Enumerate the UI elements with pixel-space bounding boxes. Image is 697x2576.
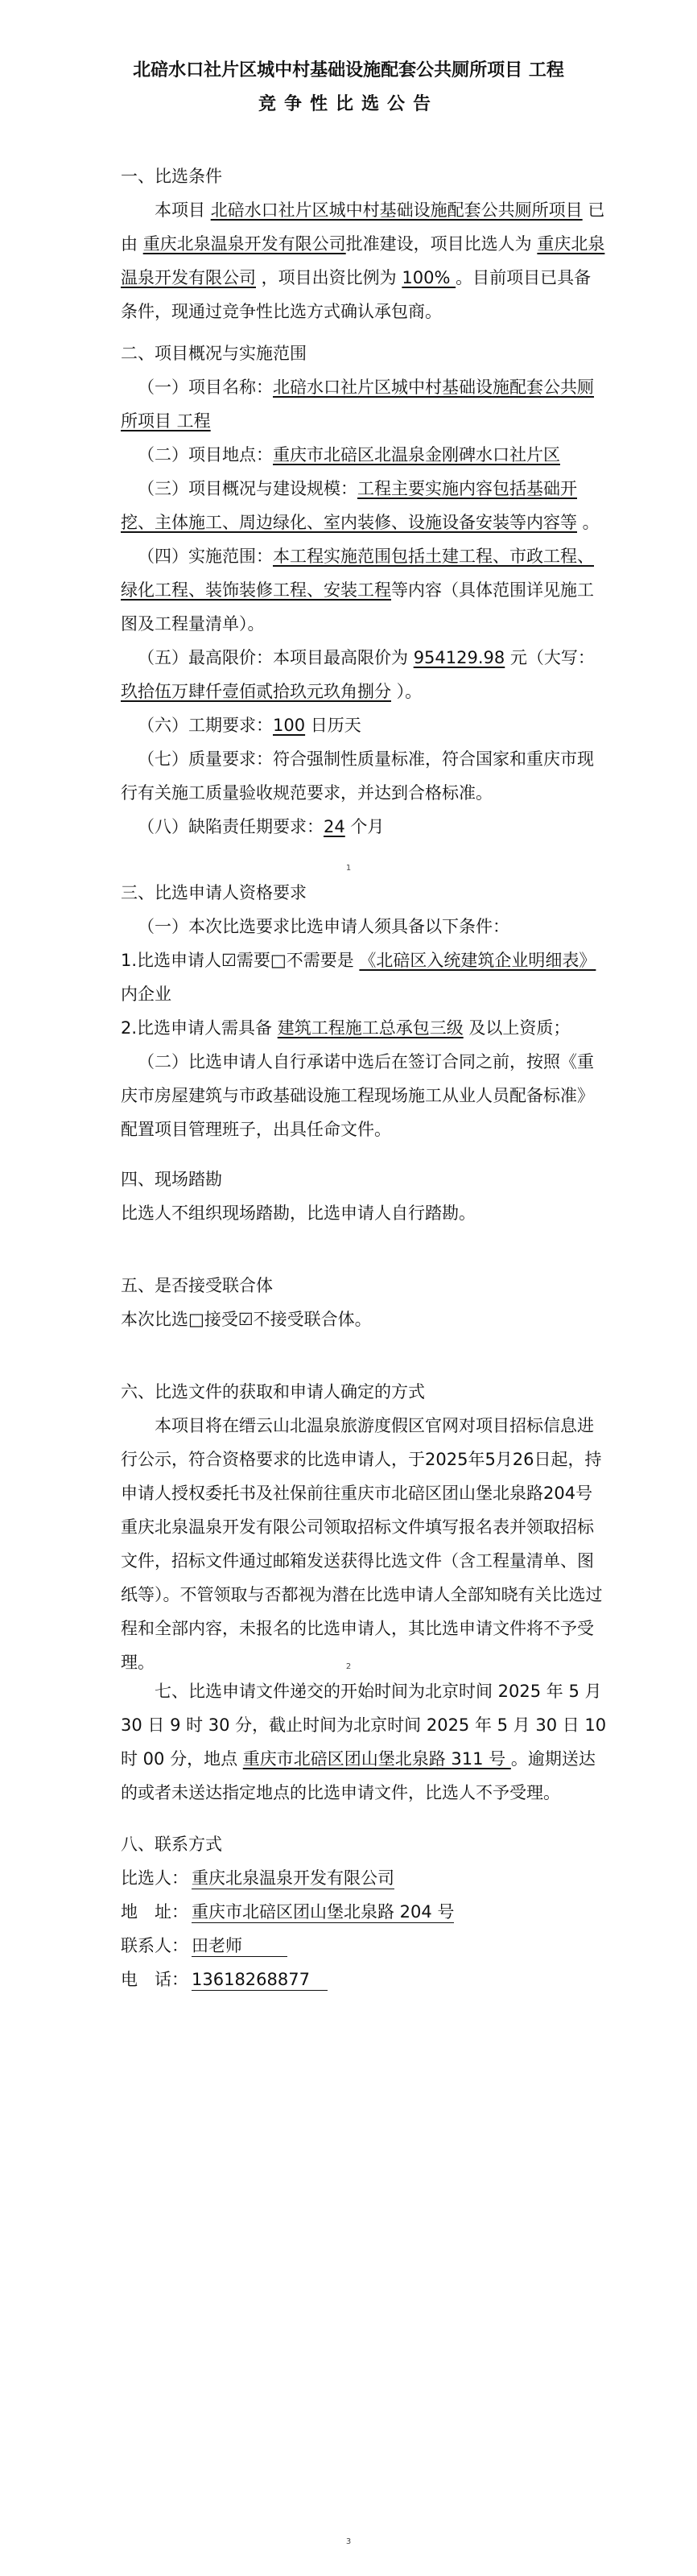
contact-block [121, 1861, 608, 1996]
section-5-heading: 五、是否接受联合体 [121, 1276, 273, 1295]
contact-phone: 电 话： 13618268877 [121, 1963, 608, 1996]
section-1-heading: 一、比选条件 [121, 167, 222, 186]
section-4-heading: 四、现场踏勘 [121, 1170, 222, 1189]
section-8-heading: 八、联系方式 [121, 1835, 222, 1854]
section-2-heading: 二、项目概况与实施范围 [121, 344, 307, 363]
section-5-body: 本次比选□接受☑不接受联合体。 [121, 1310, 372, 1329]
section-4-body: 比选人不组织现场踏勘，比选申请人自行踏勘。 [121, 1203, 476, 1223]
section-3-heading: 三、比选申请人资格要求 [121, 883, 307, 902]
section-6-heading: 六、比选文件的获取和申请人确定的方式 [121, 1382, 425, 1402]
section-2-body: （一）项目名称：北碚水口社片区城中村基础设施配套公共厕所项目 工程 （二）项目地点：重庆市北碚区北温泉金刚碑水口社片区 （三）项目概况与建设规模：工程主要实施内容包括基础开挖、主体施工、周边绿化、室内装修、设施设备安装等内容等 。 （四）实施范围：本工程实施范围包括土建工程、市政工程、绿化工程、装饰装修工程、安装工程等内容（具体范围详见施工图及工程量清单）。 （五）最高限价：本项目最高限价为 954129.98 元（大写：玖拾伍万肆仟壹佰贰拾玖元玖角捌分 ）。 （六）工期要求：100 日历天 （七）质量要求：符合强制性质量标准，符合国家和重庆市现行有关施工质量验收规范要求，并达到合格标准。 （八）缺陷责任期要求：24 个月 [121, 378, 600, 836]
document-title: 北碚水口社片区城中村基础设施配套公共厕所项目 工程 [133, 60, 564, 80]
section-3-body: （一）本次比选要求比选申请人须具备以下条件： 1.比选申请人☑需要□不需要是 《北碚区入统建筑企业明细表》 内企业 2.比选申请人需具备 建筑工程施工总承包三级 及以上资质； （二）比选申请人自行承诺中选后在签订合同之前，按照《重庆市房屋建筑与市政基础设施工程现场施工从业人员配备标准》配置项目管理班子，出具任命文件。 [121, 917, 596, 1139]
page-number-3: 3 [345, 2537, 352, 2546]
section-6-body: 本项目将在缙云山北温泉旅游度假区官网对项目招标信息进行公示，符合资格要求的比选申请人，于2025年5月26日起，持申请人授权委托书及社保前往重庆市北碚区团山堡北泉路204号重庆北泉温泉开发有限公司领取招标文件填写报名表并领取招标文件，招标文件通过邮箱发送获得比选文件（含工程量清单、图纸等）。不管领取与否都视为潜在比选申请人全部知晓有关比选过程和全部内容，未报名的比选申请人，其比选申请文件将不予受理。 [121, 1416, 603, 1672]
section-1-body: 本项目 北碚水口社片区城中村基础设施配套公共厕所项目 已由 重庆北泉温泉开发有限公司批准建设，项目比选人为 重庆北泉温泉开发有限公司 ，项目出资比例为 100% 。目前项目已具备条件，现通过竞争性比选方式确认承包商。 [121, 200, 605, 321]
document-subtitle: 竞争性比选公告 [258, 94, 439, 114]
contact-organizer: 比选人： 重庆北泉温泉开发有限公司 [121, 1868, 394, 1888]
page-number-1: 1 [345, 864, 352, 873]
contact-address: 地 址： 重庆市北碚区团山堡北泉路 204 号 [121, 1902, 455, 1922]
section-7-body: 七、比选申请文件递交的开始时间为北京时间 2025 年 5 月 30 日 9 时 30 分，截止时间为北京时间 2025 年 5 月 30 日 10 时 00 分，地点 重庆市北碚区团山堡北泉路 311 号 。逾期送达的或者未送达指定地点的比选申请文件，比选人不予受理。 [121, 1682, 607, 1802]
page-number-2: 2 [345, 1662, 352, 1671]
contact-person: 联系人： 田老师 [121, 1929, 608, 1963]
